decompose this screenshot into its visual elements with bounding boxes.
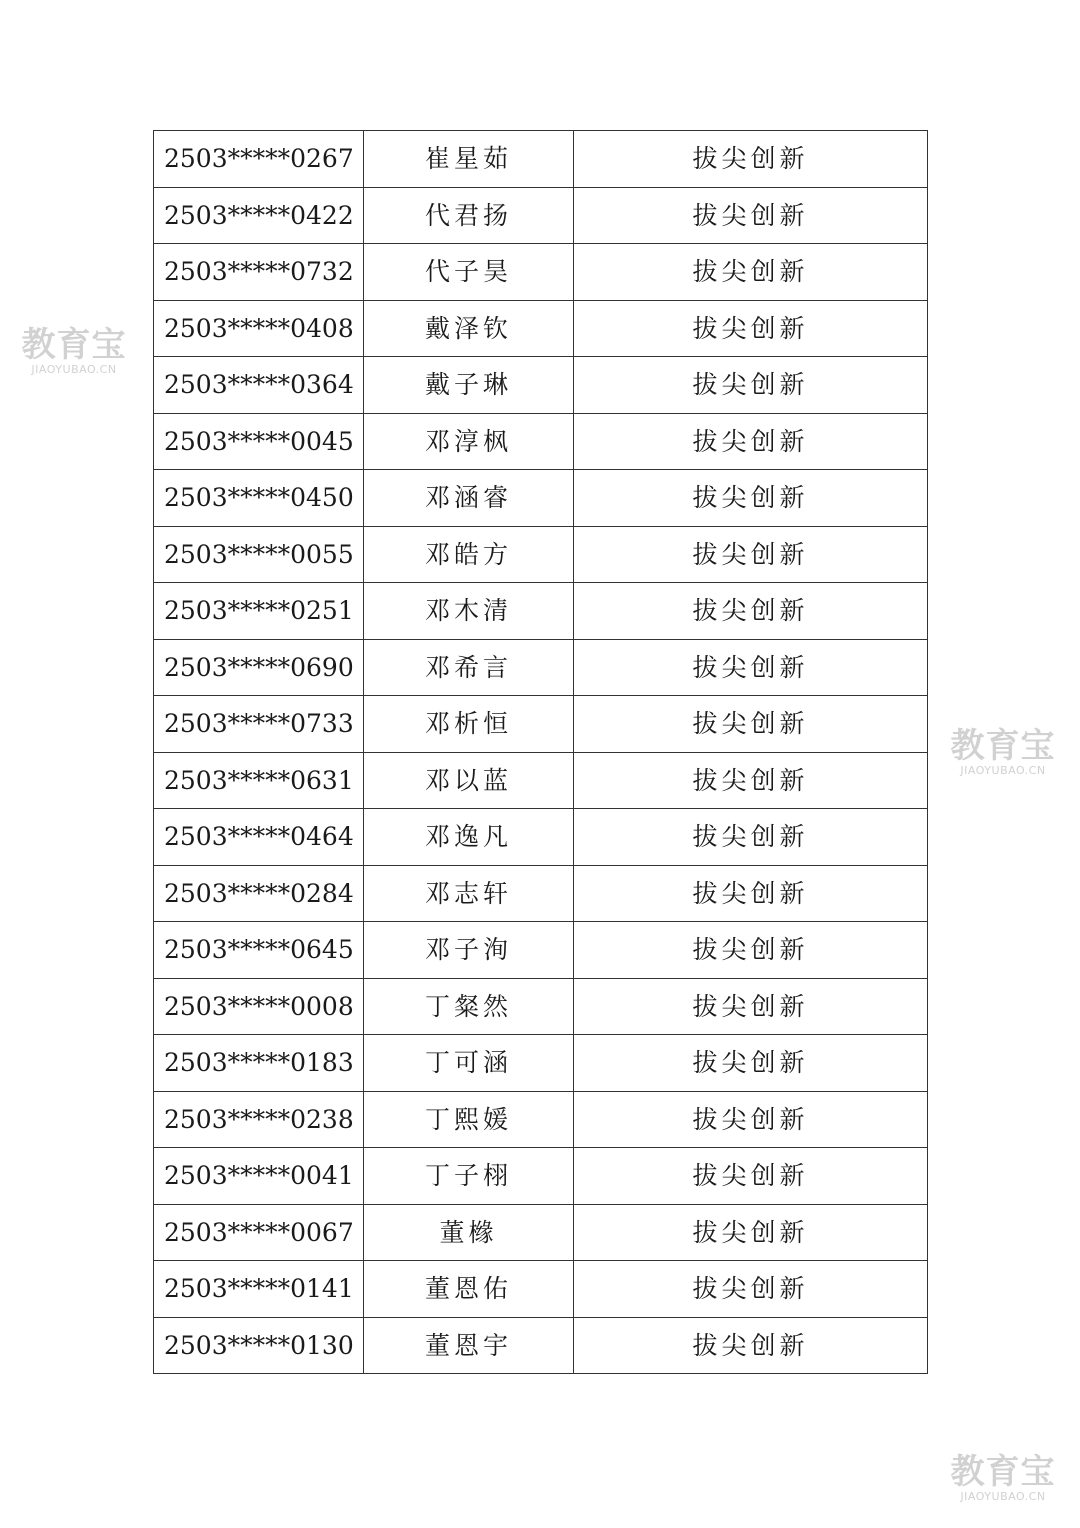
student-id-cell: 2503*****0251: [154, 583, 364, 640]
watermark-sub-text: JIAOYUBAO.CN: [960, 764, 1046, 777]
student-name-cell: 邓希言: [364, 639, 574, 696]
table-row: [154, 131, 928, 188]
student-id-cell: 2503*****0450: [154, 470, 364, 527]
category-cell: 拔尖创新: [574, 865, 928, 922]
student-id-cell: 2503*****0690: [154, 639, 364, 696]
student-id-cell: 2503*****0055: [154, 526, 364, 583]
student-id-cell: 2503*****0631: [154, 752, 364, 809]
table-row: [154, 639, 928, 696]
category-cell: 拔尖创新: [574, 413, 928, 470]
category-cell: 拔尖创新: [574, 583, 928, 640]
student-id-cell: 2503*****0041: [154, 1148, 364, 1205]
watermark-logo: [946, 1453, 1060, 1503]
category-cell: 拔尖创新: [574, 131, 928, 188]
table-row: [154, 978, 928, 1035]
table-row: [154, 244, 928, 301]
category-cell: 拔尖创新: [574, 1148, 928, 1205]
category-cell: 拔尖创新: [574, 187, 928, 244]
student-name-cell: 邓子洵: [364, 922, 574, 979]
table-row: [154, 583, 928, 640]
category-cell: 拔尖创新: [574, 470, 928, 527]
student-name-cell: 丁可涵: [364, 1035, 574, 1092]
watermark-main-text: 教育宝: [950, 726, 1056, 766]
student-name-cell: 邓皓方: [364, 526, 574, 583]
category-cell: 拔尖创新: [574, 922, 928, 979]
student-name-cell: 丁熙媛: [364, 1091, 574, 1148]
student-name-cell: 邓析恒: [364, 696, 574, 753]
student-id-cell: 2503*****0464: [154, 809, 364, 866]
category-cell: 拔尖创新: [574, 639, 928, 696]
student-id-cell: 2503*****0422: [154, 187, 364, 244]
student-id-cell: 2503*****0183: [154, 1035, 364, 1092]
watermark-sub-text: JIAOYUBAO.CN: [960, 1490, 1046, 1503]
student-id-cell: 2503*****0364: [154, 357, 364, 414]
student-id-cell: 2503*****0141: [154, 1261, 364, 1318]
student-name-cell: 戴子琳: [364, 357, 574, 414]
student-name-cell: 丁粲然: [364, 978, 574, 1035]
student-id-cell: 2503*****0267: [154, 131, 364, 188]
table-row: [154, 809, 928, 866]
student-name-cell: 董恩宇: [364, 1317, 574, 1374]
table-row: [154, 865, 928, 922]
student-id-cell: 2503*****0238: [154, 1091, 364, 1148]
category-cell: 拔尖创新: [574, 526, 928, 583]
category-cell: 拔尖创新: [574, 696, 928, 753]
table-row: [154, 300, 928, 357]
student-id-cell: 2503*****0408: [154, 300, 364, 357]
category-cell: 拔尖创新: [574, 1317, 928, 1374]
student-id-cell: 2503*****0008: [154, 978, 364, 1035]
student-roster-table: [153, 130, 928, 1374]
table-row: [154, 526, 928, 583]
student-name-cell: 崔星茹: [364, 131, 574, 188]
category-cell: 拔尖创新: [574, 1204, 928, 1261]
category-cell: 拔尖创新: [574, 357, 928, 414]
student-name-cell: 戴泽钦: [364, 300, 574, 357]
table-row: [154, 357, 928, 414]
table-row: [154, 1261, 928, 1318]
table-row: [154, 1317, 928, 1374]
table-row: [154, 922, 928, 979]
student-id-cell: 2503*****0045: [154, 413, 364, 470]
student-id-cell: 2503*****0067: [154, 1204, 364, 1261]
watermark-main-text: 教育宝: [950, 1452, 1056, 1492]
category-cell: 拔尖创新: [574, 244, 928, 301]
category-cell: 拔尖创新: [574, 1091, 928, 1148]
table-row: [154, 413, 928, 470]
watermark-sub-text: JIAOYUBAO.CN: [31, 363, 117, 376]
watermark-main-text: 教育宝: [21, 325, 127, 365]
watermark-logo: [946, 727, 1060, 777]
category-cell: 拔尖创新: [574, 752, 928, 809]
table-row: [154, 1148, 928, 1205]
category-cell: 拔尖创新: [574, 300, 928, 357]
student-name-cell: 邓逸凡: [364, 809, 574, 866]
table-row: [154, 1091, 928, 1148]
table-row: [154, 1035, 928, 1092]
student-name-cell: 邓木清: [364, 583, 574, 640]
student-name-cell: 董恩佑: [364, 1261, 574, 1318]
student-id-cell: 2503*****0732: [154, 244, 364, 301]
table-row: [154, 752, 928, 809]
category-cell: 拔尖创新: [574, 809, 928, 866]
table-row: [154, 187, 928, 244]
roster-body: [154, 131, 928, 1374]
table-row: [154, 1204, 928, 1261]
student-name-cell: 邓志轩: [364, 865, 574, 922]
category-cell: 拔尖创新: [574, 1261, 928, 1318]
table-row: [154, 470, 928, 527]
student-id-cell: 2503*****0733: [154, 696, 364, 753]
watermark-logo: [18, 326, 130, 376]
student-name-cell: 代子昊: [364, 244, 574, 301]
student-id-cell: 2503*****0284: [154, 865, 364, 922]
student-id-cell: 2503*****0645: [154, 922, 364, 979]
student-name-cell: 邓淳枫: [364, 413, 574, 470]
student-id-cell: 2503*****0130: [154, 1317, 364, 1374]
student-name-cell: 邓涵睿: [364, 470, 574, 527]
table-row: [154, 696, 928, 753]
student-name-cell: 董橼: [364, 1204, 574, 1261]
student-name-cell: 代君扬: [364, 187, 574, 244]
category-cell: 拔尖创新: [574, 1035, 928, 1092]
student-name-cell: 丁子栩: [364, 1148, 574, 1205]
category-cell: 拔尖创新: [574, 978, 928, 1035]
student-name-cell: 邓以蓝: [364, 752, 574, 809]
